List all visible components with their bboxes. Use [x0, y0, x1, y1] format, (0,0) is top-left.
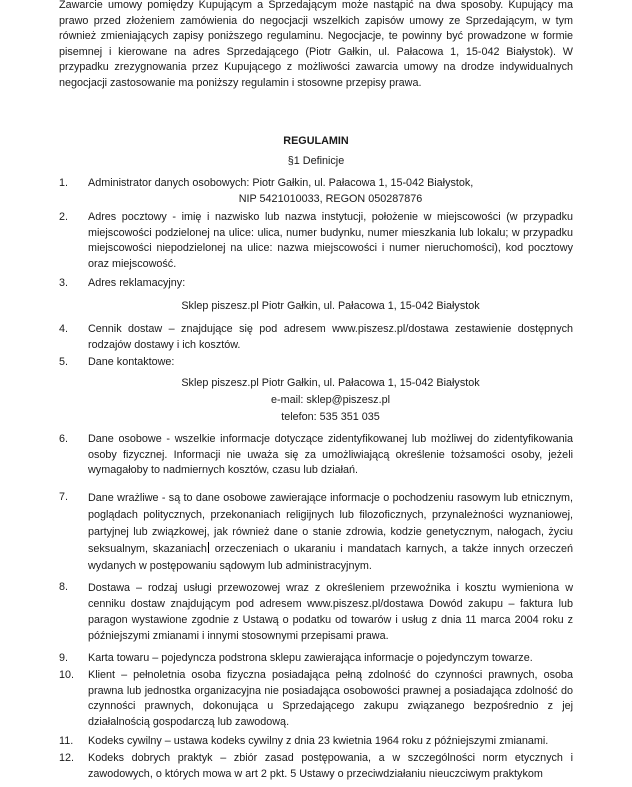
list-item-text: Administrator danych osobowych: Piotr Gałkin, ul. Pałacowa 1, 15-042 Białystok, — [88, 177, 474, 189]
section-heading: §1 Definicje — [287, 155, 345, 167]
list-item-number: 4. — [59, 323, 69, 335]
list-item-text: Dostawa – rodzaj usługi przewozowej wraz z określeniem przewoźnika i kosztu wymieniona w cenniku dostaw znajdującym pod adresem www.piszesz.pl/dostawa Dowód zakupu – faktura lub paragon wystawione zgodnie z Ustawą o podatku od towarów i usług z dnia 11 marca 2004 roku z późniejszymi zmianami i innymi stosownymi przepisami prawa. — [88, 582, 573, 642]
list-item-number: 8. — [59, 581, 69, 593]
list-item-number: 10. — [59, 669, 75, 681]
list-item-number: 3. — [59, 277, 69, 289]
nip-regon-line: NIP 5421010033, REGON 050287876 — [238, 193, 423, 205]
list-item-text: Kodeks dobrych praktyk – zbiór zasad postępowania, a w szczególności norm etycznych i zawodowych, o których mowa w art 2 pkt. 5 Ustawy o przeciwdziałaniu nieuczciwym praktykom — [88, 752, 573, 780]
list-item-text: Karta towaru – pojedyncza podstrona sklepu zawierająca informacje o pojedynczym towarze. — [88, 652, 533, 664]
list-item-number: 5. — [59, 356, 69, 368]
list-item-text: Kodeks cywilny – ustawa kodeks cywilny z dnia 23 kwietnia 1964 roku z późniejszymi zmianami. — [88, 735, 549, 747]
intro-paragraph: Zawarcie umowy pomiędzy Kupującym a Sprzedającym może nastąpić na dwa sposoby. Kupujący ma prawo przed złożeniem zamówienia do negocjacji wszelkich zapisów umowy ze Sprzedającym, w tym również zmieniających zapisy poniższego regulaminu. Negocjacje, te powinny być prowadzone w formie pisemnej i kierowane na adres Sprzedającego (Piotr Gałkin, ul. Pałacowa 1, 15-042 Białystok). W przypadku zrezygnowania przez Kupującego z możliwości zawarcia umowy na drodze indywidualnych negocjacji zastosowanie ma poniższy regulamin i stosowne przepisy prawa. — [59, 0, 573, 89]
list-item-number: 1. — [59, 177, 69, 189]
list-item-number: 7. — [59, 491, 69, 503]
complaints-address: Sklep piszesz.pl Piotr Gałkin, ul. Pałacowa 1, 15-042 Białystok — [181, 300, 480, 312]
contact-email: e-mail: sklep@piszesz.pl — [271, 394, 390, 406]
list-item-text: Adres reklamacyjny: — [88, 277, 186, 289]
list-item-text — [88, 490, 573, 575]
document-heading: REGULAMIN — [283, 135, 349, 147]
list-item-number: 9. — [59, 652, 69, 664]
list-item-text: Dane kontaktowe: — [88, 356, 175, 368]
contact-phone: telefon: 535 351 035 — [281, 411, 380, 423]
list-item-text: Cennik dostaw – znajdujące się pod adresem www.piszesz.pl/dostawa zestawienie dostępnych rodzajów dostawy i ich kosztów. — [88, 323, 573, 351]
list-item-number: 11. — [59, 735, 74, 747]
contact-address: Sklep piszesz.pl Piotr Gałkin, ul. Pałacowa 1, 15-042 Białystok — [181, 377, 480, 389]
list-item-number: 6. — [59, 433, 69, 445]
list-item-text: Adres pocztowy - imię i nazwisko lub nazwa instytucji, położenie w miejscowości (w przypadku miejscowości podzielonej na ulice: ulica, numer budynku, numer mieszkania lub lokalu; w przypadku miejscowości niepodzielonej na ulice: nazwa miejscowości i numer nieruchomości), kod pocztowy oraz miejscowość. — [88, 211, 573, 270]
list-item-text-part-a: Dane wrażliwe - są to dane osobowe zawierające informacje o pochodzeniu rasowym lub etnicznym, poglądach politycznych, przekonaniach religijnych lub filozoficznych, przynależności wyznaniowej, partyjnej lub związkowej, jak również dane o stanie zdrowia, kodzie genetycznym, nałogach, życiu seksualnym, skazaniach — [88, 492, 573, 555]
list-item-text: Klient – pełnoletnia osoba fizyczna posiadająca pełną zdolność do czynności prawnych, osoba prawna lub jednostka organizacyjna nie posiadająca osobowości prawnej a posiadająca zdolność do czynności prawnych, dokonująca u Sprzedającego zakupu związanego bezpośrednio z jej działalnością gospodarczą lub zawodową. — [88, 669, 573, 728]
text-cursor — [208, 542, 209, 553]
list-item-number: 2. — [59, 211, 69, 223]
list-item-text: Dane osobowe - wszelkie informacje dotyczące zidentyfikowanej lub możliwej do zidentyfikowania osoby fizycznej. Informacji nie uważa się za umożliwiającą określenie tożsamości osoby, jeżeli wymagałoby to nadmiernych kosztów, czasu lub działań. — [88, 433, 573, 476]
list-item-text-part-b: orzeczeniach o ukaraniu i mandatach karnych, a także innych orzeczeń wydanych w postępowaniu sądowym lub administracyjnym. — [88, 543, 573, 572]
list-item-number: 12. — [59, 752, 75, 764]
